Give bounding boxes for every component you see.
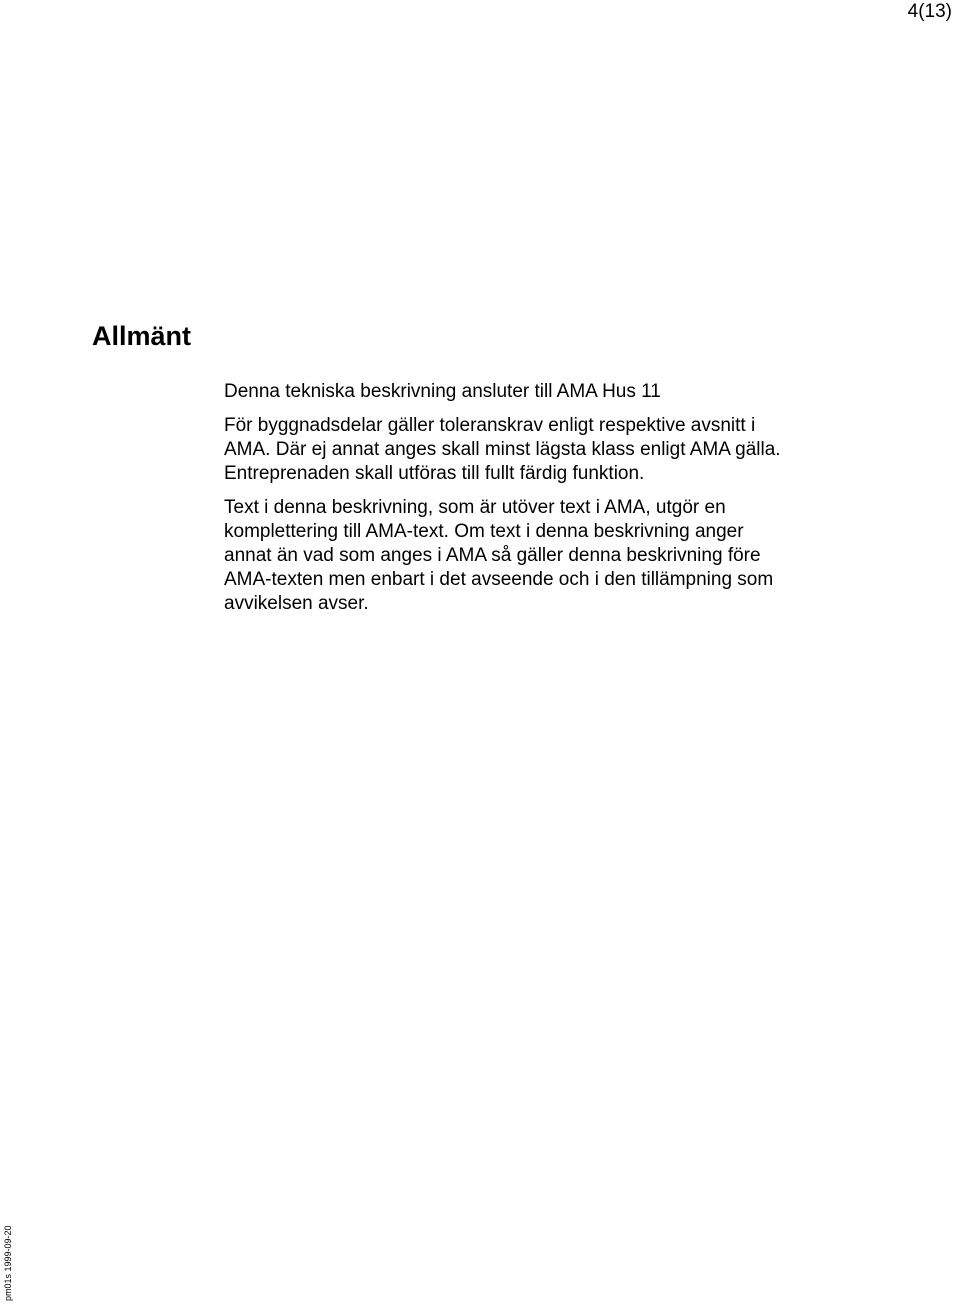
paragraph-ama-reference: Denna tekniska beskrivning ansluter till AMA Hus 11 bbox=[224, 381, 661, 402]
text-line: För byggnadsdelar gäller toleranskrav enligt respektive avsnitt i bbox=[224, 415, 756, 436]
text-line: Text i denna beskrivning, som är utöver text i AMA, utgör en bbox=[224, 497, 726, 518]
text-line: komplettering till AMA-text. Om text i denna beskrivning anger bbox=[224, 521, 744, 542]
paragraph-tolerances bbox=[224, 414, 864, 486]
text-line: Entreprenaden skall utföras till fullt färdig funktion. bbox=[224, 463, 645, 484]
text-line: AMA. Där ej annat anges skall minst lägsta klass enligt AMA gälla. bbox=[224, 439, 781, 460]
paragraph-complement bbox=[224, 496, 864, 616]
body-text bbox=[224, 380, 864, 616]
text-line: AMA-texten men enbart i det avseende och i den tillämpning som bbox=[224, 569, 774, 590]
text-line: avvikelsen avser. bbox=[224, 593, 369, 614]
section-heading: Allmänt bbox=[92, 321, 192, 351]
page-number: 4(13) bbox=[907, 1, 952, 22]
text-line: annat än vad som anges i AMA så gäller denna beskrivning före bbox=[224, 545, 761, 566]
template-stamp: pm01s 1999-09-20 bbox=[3, 1225, 13, 1301]
